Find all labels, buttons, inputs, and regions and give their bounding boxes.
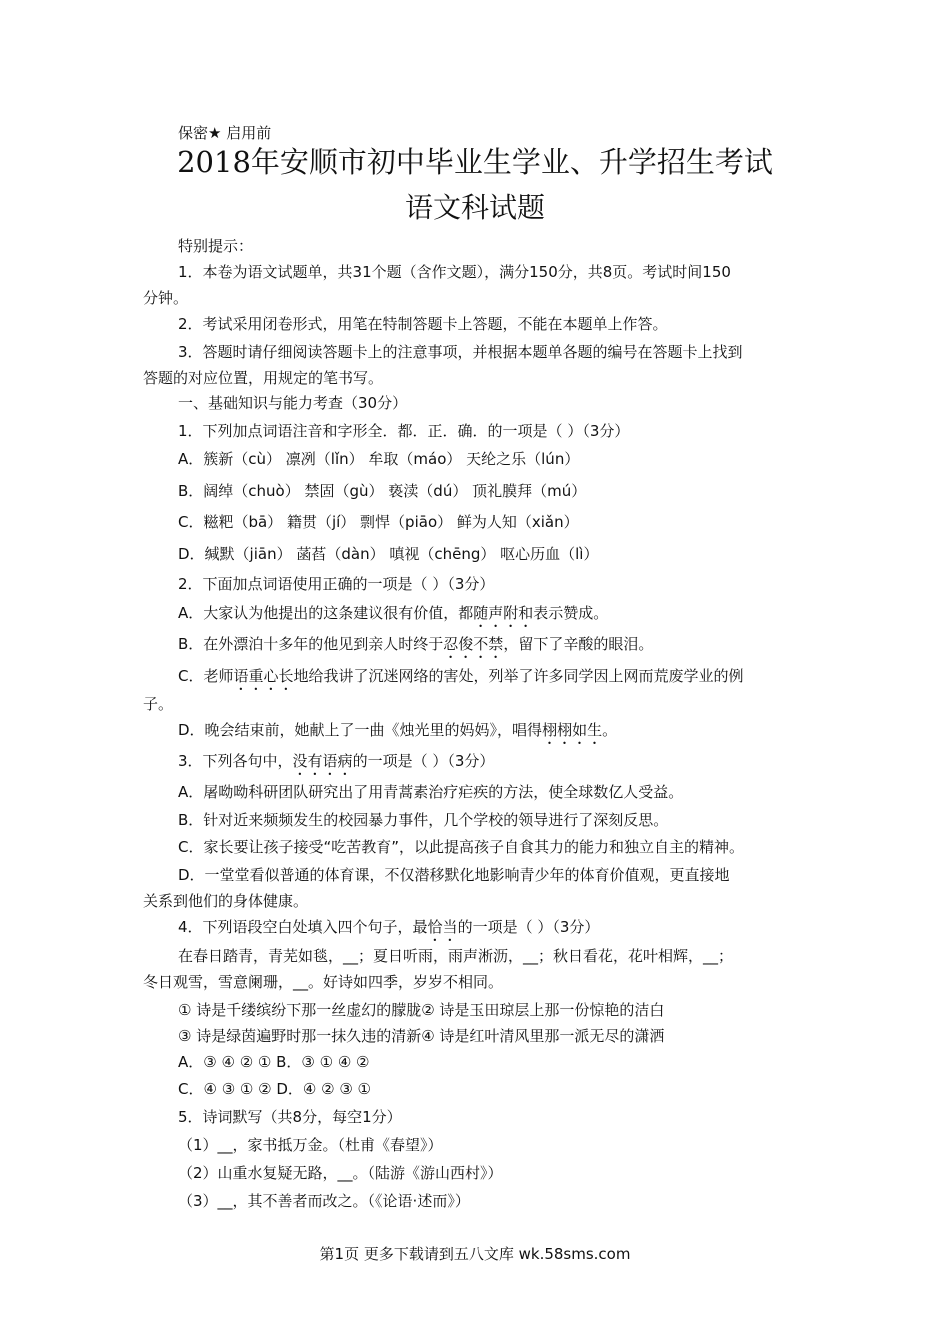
question-4-passage-cont: 冬日观雪，雪意阑珊，__。好诗如四季，岁岁不相同。: [143, 973, 504, 991]
notice-item-1-cont: 分钟。: [143, 289, 189, 307]
question-4-passage: 在春日踏青，青芜如毯，__；夏日听雨，雨声淅沥，__；秋日看花，花叶相辉，__；: [178, 947, 734, 965]
stem-text: 的一项是（ ）（3分）: [457, 918, 600, 936]
exam-subtitle: 语文科试题: [404, 191, 545, 224]
question-2-stem: 2．下面加点词语使用正确的一项是（ ）（3分）: [178, 575, 495, 593]
option-text: 。: [602, 721, 618, 739]
question-1-option-b: B．阔绰（chuò） 禁固（gù） 亵渎（dú） 顶礼膜拜（mú）: [178, 482, 587, 500]
question-3-stem: [178, 751, 494, 779]
stem-text: 3．下列各句中，: [178, 752, 293, 770]
question-5-line-1: （1）__，家书抵万金。（杜甫《春望》）: [178, 1136, 443, 1154]
question-2-option-b: [178, 634, 653, 662]
question-1-stem: 1．下列加点词语注音和字形全．都．正．确．的一项是（ ）（3分）: [178, 422, 630, 440]
dotted-word: 恰当: [427, 918, 458, 936]
option-text: D．晚会结束前，她献上了一曲《烛光里的妈妈》，唱得: [178, 721, 543, 739]
notice-item-3-cont: 答题的对应位置，用规定的笔书写。: [143, 369, 384, 387]
question-4-stem: [178, 917, 599, 945]
question-2-option-d: [178, 720, 617, 748]
option-text: 表示赞成。: [533, 604, 609, 622]
section-heading: 一、基础知识与能力考查（30分）: [178, 394, 408, 412]
stem-text: 的一项是（ ）（3分）: [352, 752, 495, 770]
question-3-option-d-cont: 关系到他们的身体健康。: [143, 892, 309, 910]
question-4-sentences-1: ① 诗是千缕缤纷下那一丝虚幻的朦胧② 诗是玉田琼层上那一份惊艳的洁白: [178, 1001, 665, 1019]
exam-title: 2018年安顺市初中毕业生学业、升学招生考试: [177, 145, 773, 179]
question-4-options-cd: C．④ ③ ① ② D．④ ② ③ ①: [178, 1080, 371, 1098]
question-5-stem: 5．诗词默写（共8分，每空1分）: [178, 1108, 402, 1126]
notice-item-3: 3．答题时请仔细阅读答题卡上的注意事项，并根据本题单各题的编号在答题卡上找到: [178, 343, 743, 361]
stem-text: 4．下列语段空白处填入四个句子，最: [178, 918, 428, 936]
question-1-option-c: C．糍粑（bā） 籍贯（jí） 剽悍（piāo） 鲜为人知（xiǎn）: [178, 513, 579, 531]
question-4-sentences-2: ③ 诗是绿茵遍野时那一抹久违的清新④ 诗是红叶清风里那一派无尽的潇洒: [178, 1027, 665, 1045]
question-3-option-d: D．一堂堂看似普通的体育课，不仅潜移默化地影响青少年的体育价值观，更直接地: [178, 866, 730, 884]
notice-item-2: 2．考试采用闭卷形式，用笔在特制答题卡上答题，不能在本题单上作答。: [178, 315, 668, 333]
notice-heading: 特别提示：: [178, 237, 254, 255]
question-3-option-b: B．针对近来频频发生的校园暴力事件，几个学校的领导进行了深刻反思。: [178, 811, 669, 829]
confidential-label: 保密★ 启用前: [178, 124, 272, 142]
dotted-word: 没有语病: [292, 752, 353, 770]
question-3-option-c: C．家长要让孩子接受“吃苦教育”，以此提高孩子自食其力的能力和独立自主的精神。: [178, 838, 745, 856]
question-2-option-a: [178, 603, 608, 631]
dotted-word: 语重心长: [233, 667, 294, 685]
question-5-line-2: （2）山重水复疑无路，__。（陆游《游山西村》）: [178, 1164, 503, 1182]
option-text: ，留下了辛酸的眼泪。: [503, 635, 654, 653]
option-text: C．老师: [178, 667, 234, 685]
dotted-word: 随声附和: [473, 604, 534, 622]
question-2-option-c: [178, 666, 744, 694]
option-text: B．在外漂泊十多年的他见到亲人时终于: [178, 635, 444, 653]
dotted-word: 栩栩如生: [542, 721, 603, 739]
notice-item-1: 1．本卷为语文试题单，共31个题（含作文题），满分150分，共8页。考试时间150: [178, 263, 731, 281]
option-text: A．大家认为他提出的这条建议很有价值，都: [178, 604, 474, 622]
question-2-option-c-cont: 子。: [143, 695, 174, 713]
question-1-option-d: D．缄默（jiān） 菡萏（dàn） 嗔视（chēng） 呕心历血（lì）: [178, 545, 599, 563]
option-text: 地给我讲了沉迷网络的害处，列举了许多同学因上网而荒废学业的例: [293, 667, 744, 685]
question-1-option-a: A．簇新（cù） 凛冽（lǐn） 牟取（máo） 天纶之乐（lún）: [178, 450, 580, 468]
question-4-options-ab: A．③ ④ ② ① B．③ ① ④ ②: [178, 1053, 370, 1071]
question-3-option-a: A．屠呦呦科研团队研究出了用青蒿素治疗疟疾的方法，使全球数亿人受益。: [178, 783, 684, 801]
page-footer: 第1页 更多下载请到五八文库 wk.58sms.com: [319, 1245, 631, 1263]
question-5-line-3: （3）__，其不善者而改之。（《论语·述而》）: [178, 1192, 470, 1210]
dotted-word: 忍俊不禁: [443, 635, 504, 653]
